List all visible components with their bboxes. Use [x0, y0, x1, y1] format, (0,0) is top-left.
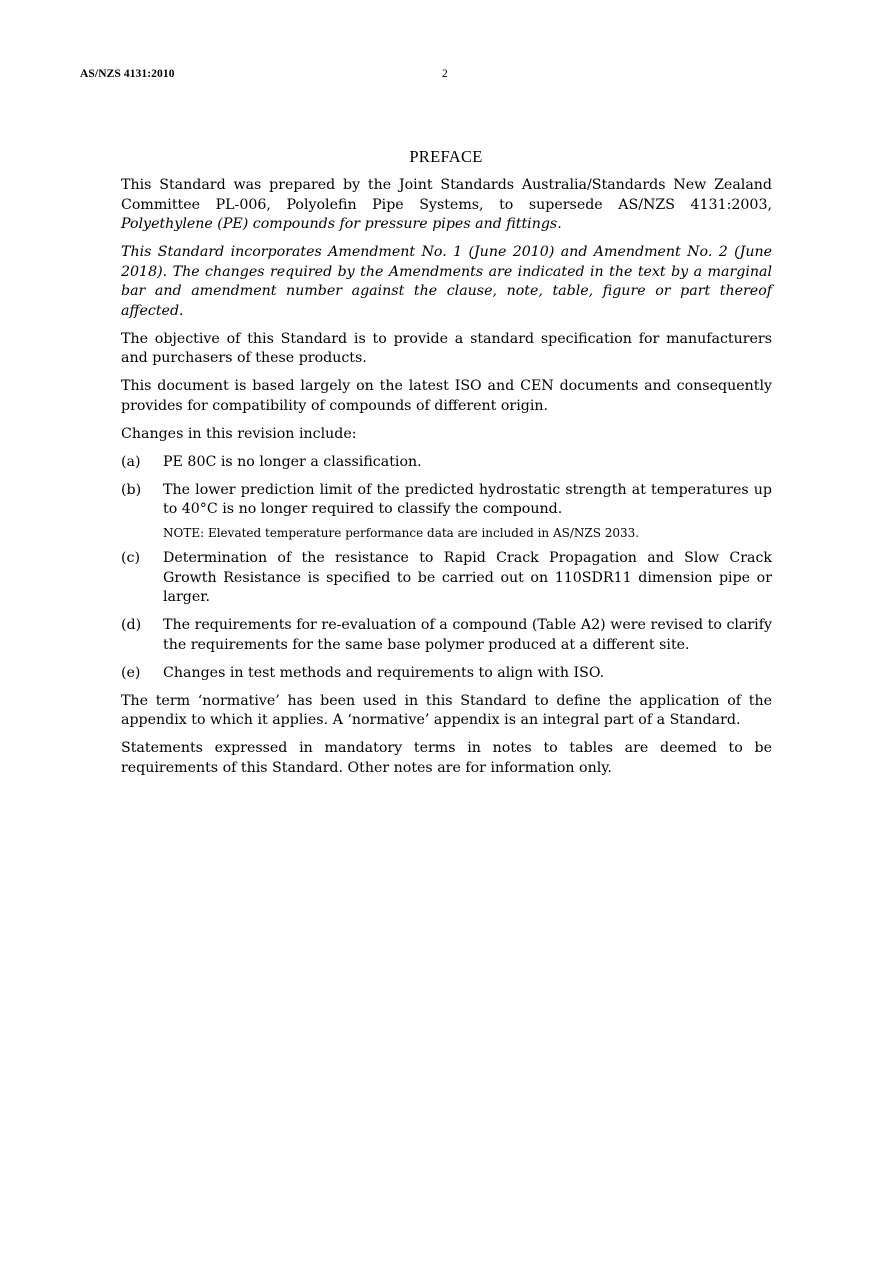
list-item [121, 664, 772, 684]
list-item-text: The lower prediction limit of the predicted hydrostatic strength at temperatures up to 40°C is no longer required to classify the compound. [163, 481, 772, 517]
list-item-label: (d) [121, 617, 142, 633]
paragraph-text: This Standard was prepared by the Joint Standards Australia/Standards New Zealand Committee PL-006, Polyolefin Pipe Systems, to supersede AS/NZS 4131:2003, [121, 177, 772, 213]
list-item-note: NOTE: Elevated temperature performance data are included in AS/NZS 2033. [163, 525, 640, 540]
list-item-text: The requirements for re-evaluation of a compound (Table A2) were revised to clarify the requirements for the same base polymer produced at a different site. [163, 617, 772, 653]
changes-list [121, 453, 772, 684]
paragraph-objective: The objective of this Standard is to provide a standard specification for manufacturers and purchasers of these products. [121, 330, 772, 366]
list-item-text: Determination of the resistance to Rapid Crack Propagation and Slow Crack Growth Resistance is specified to be carried out on 110SDR11 dimension pipe or larger. [163, 550, 772, 605]
list-item-label: (a) [121, 453, 141, 470]
preface-body [121, 176, 772, 787]
list-item-label: (c) [121, 550, 141, 566]
paragraph-mandatory-notes: Statements expressed in mandatory terms in notes to tables are deemed to be requirements of this Standard. Other notes are for information only. [121, 740, 772, 776]
list-item-label: (e) [121, 664, 141, 681]
list-item [121, 616, 772, 655]
list-item-text: Changes in test methods and requirements to align with ISO. [163, 664, 605, 681]
running-header-standard-id: AS/NZS 4131:2010 [80, 68, 175, 80]
paragraph-amendments: This Standard incorporates Amendment No. 1 (June 2010) and Amendment No. 2 (June 2018). The changes required by the Amendments are indicated in the text by a marginal bar and amendment number against the clause, note, table, figure or part thereof affected. [121, 244, 772, 319]
list-item-label: (b) [121, 481, 142, 498]
list-item [121, 481, 772, 541]
paragraph-normative: The term ‘normative’ has been used in this Standard to define the application of the appendix to which it applies. A ‘normative’ appendix is an integral part of a Standard. [121, 692, 772, 728]
page-title: PREFACE [409, 147, 483, 166]
paragraph-changes-intro: Changes in this revision include: [121, 425, 357, 442]
paragraph-supersede [121, 176, 772, 235]
page-number: 2 [442, 68, 448, 80]
list-item [121, 453, 772, 473]
paragraph-basis: This document is based largely on the latest ISO and CEN documents and consequently provides for compatibility of compounds of different origin. [121, 378, 772, 414]
list-item [121, 549, 772, 608]
list-item-text: PE 80C is no longer a classification. [163, 453, 422, 470]
paragraph-text: . [557, 216, 562, 232]
superseded-standard-title: Polyethylene (PE) compounds for pressure pipes and fittings [121, 216, 558, 232]
